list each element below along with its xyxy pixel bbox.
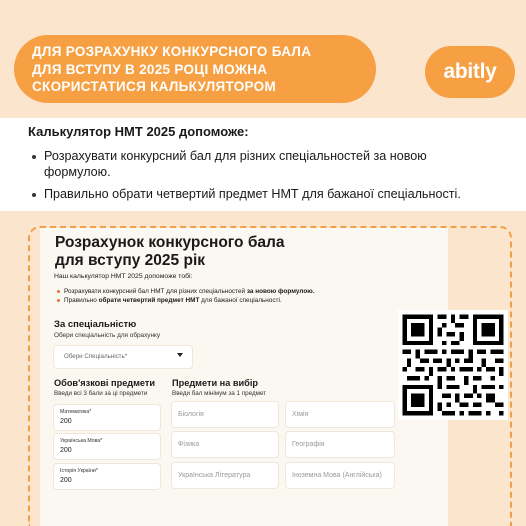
calculator-title-line-1: Розрахунок конкурсного бала [55, 234, 285, 251]
qr-code-icon[interactable] [398, 310, 508, 420]
geography-score-field[interactable] [286, 432, 394, 457]
headline-line-1: ДЛЯ РОЗРАХУНКУ КОНКУРСНОГО БАЛА [32, 44, 312, 59]
info-list [28, 149, 526, 203]
info-title: Калькулятор НМТ 2025 допоможе: [28, 124, 249, 139]
specialty-select[interactable] [54, 346, 192, 368]
biology-placeholder: Біологія [178, 411, 204, 418]
biology-score-field[interactable] [172, 402, 278, 427]
benefit-2-bold: обрати четвертий предмет НМТ [98, 297, 200, 304]
english-placeholder: Іноземна Мова (Англійська) [292, 472, 382, 479]
math-score-label: Математика* [60, 409, 92, 415]
history-score-field[interactable] [54, 464, 160, 489]
specialty-subheading: Обери спеціальність для обрахунку [54, 332, 161, 339]
benefit-1-bold: за новою формулою. [246, 288, 315, 295]
abitly-logo [425, 46, 515, 98]
physics-placeholder: Фізика [178, 441, 200, 448]
calculator-intro: Наш калькулятор НМТ 2025 допоможе тобі: [54, 273, 193, 280]
specialty-heading: За спеціальністю [54, 319, 137, 330]
literature-placeholder: Українська Література [178, 472, 251, 479]
calculator-title [55, 234, 285, 270]
math-score-field[interactable] [54, 405, 160, 430]
optional-subjects-heading: Предмети на вибір [172, 378, 258, 388]
ukrainian-score-field[interactable] [54, 434, 160, 459]
physics-score-field[interactable] [172, 432, 278, 457]
benefit-2-text: Правильно [64, 297, 99, 304]
benefit-2-tail: для бажаної спеціальності. [199, 297, 282, 304]
chemistry-score-field[interactable] [286, 402, 394, 427]
headline-line-2: ДЛЯ ВСТУПУ В 2025 РОЦІ МОЖНА [32, 61, 268, 77]
ukrainian-score-value: 200 [60, 447, 72, 454]
required-subjects-heading: Обов'язкові предмети [54, 378, 156, 388]
info-item-1 [28, 149, 526, 180]
specialty-select-placeholder: Обери Спеціальність* [64, 353, 128, 360]
info-item-1-line-2: формулою. [44, 164, 111, 179]
calculator-screenshot [40, 228, 448, 526]
optional-subjects-subheading: Введи бал мінімум за 1 предмет [172, 390, 267, 397]
calculator-title-line-2: для вступу 2025 рік [55, 252, 206, 269]
geography-placeholder: Географія [292, 441, 325, 448]
ukrainian-score-label: Українська Мова* [60, 438, 103, 444]
english-score-field[interactable] [286, 463, 394, 488]
required-subjects-subheading: Введи всі 3 бали за ці предмети [54, 390, 148, 397]
headline-line-3: СКОРИСТАТИСЯ КАЛЬКУЛЯТОРОМ [32, 79, 276, 94]
literature-score-field[interactable] [172, 463, 278, 488]
info-panel [0, 118, 526, 211]
calculator-benefit-2 [54, 296, 314, 305]
history-score-value: 200 [60, 477, 72, 484]
qr-code-graphic [398, 310, 508, 420]
headline-banner [14, 35, 376, 103]
info-item-2: Правильно обрати четвертий предмет НМТ для бажаної спеціальності. [28, 187, 526, 203]
calculator-benefits [54, 287, 314, 305]
chemistry-placeholder: Хімія [292, 411, 309, 418]
logo-text: abitly [443, 60, 497, 83]
info-item-1-line-1: Розрахувати конкурсний бал для різних спеціальностей за новою [44, 149, 427, 163]
calculator-benefit-1 [54, 287, 314, 296]
benefit-1-text: Розрахувати конкурсний бал НМТ для різних спеціальностей [64, 288, 247, 295]
chevron-down-icon [177, 353, 183, 357]
history-score-label: Історія України* [60, 468, 98, 474]
math-score-value: 200 [60, 418, 72, 425]
